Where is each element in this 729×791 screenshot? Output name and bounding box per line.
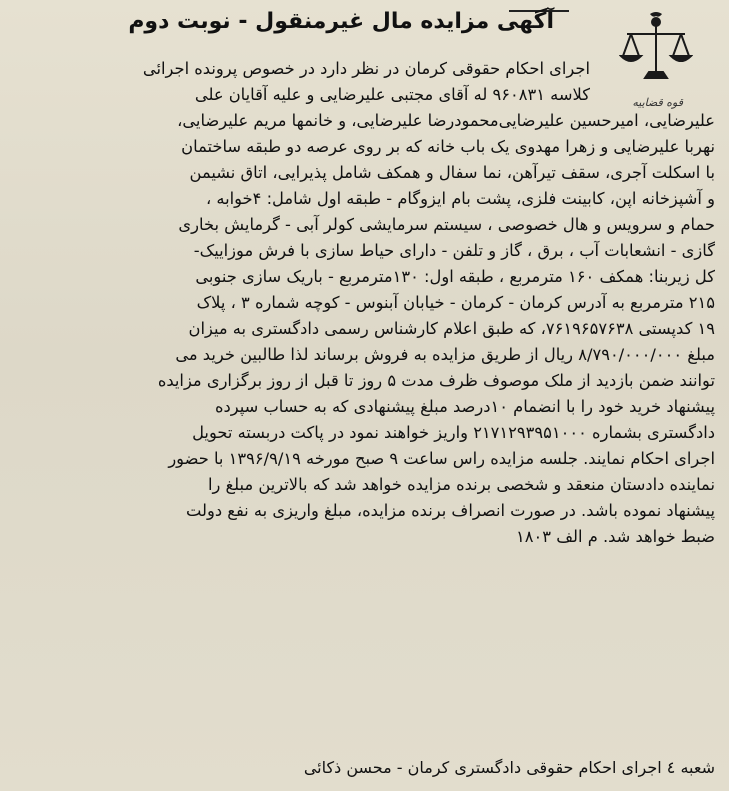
notice-title: آگهی مزایده مال غیرمنقول - نوبت دوم	[128, 9, 554, 34]
body-line: پیشنهاد خرید خود را با انضمام ۱۰درصد مبلغ پیشنهادی که به حساب سپرده	[214, 397, 715, 416]
body-line: ضبط خواهد شد. م الف ۱۸۰۳	[516, 527, 715, 546]
body-line: و آشپزخانه اپن، کابینت فلزی، پشت بام ایزوگام - طبقه اول شامل: ۴خوابه ،	[205, 189, 715, 208]
body-line: با اسکلت آجری، سقف تیرآهن، نما سفال و همکف شامل پذیرایی، اتاق نشیمن	[189, 163, 715, 182]
body-line: کلاسه ۹۶۰۸۳۱ له آقای مجتبی علیرضایی و علیه آقایان علی	[194, 85, 590, 104]
body-line: ۱۹ کدپستی ۷۶۱۹۶۵۷۶۳۸، که طبق اعلام کارشناس رسمی دادگستری به میزان	[188, 319, 715, 338]
body-line: حمام و سرویس و هال خصوصی ، سیستم سرمایشی کولر آبی - گرمایش بخاری	[178, 215, 715, 234]
body-line: پیشنهاد نموده باشد. در صورت انصراف برنده مزایده، مبلغ واریزی به نفع دولت	[186, 501, 715, 520]
body-line: اجرای احکام حقوقی کرمان در نظر دارد در خصوص پرونده اجرائی	[142, 59, 590, 78]
body-line: دادگستری بشماره ۲۱۷۱۲۹۳۹۵۱۰۰۰ واریز خواهند نمود در پاکت دربسته تحویل	[192, 423, 715, 442]
body-line: نماینده دادستان منعقد و شخصی برنده مزایده خواهد شد که بالاترین مبلغ را	[207, 475, 715, 494]
body-line: ۲۱۵ مترمربع به آدرس کرمان - کرمان - خیابان آبنوس - کوچه شماره ۳ ، پلاک	[196, 293, 715, 312]
body-line: علیرضایی، امیرحسین علیرضایی‌محمودرضا علیرضایی، و خانمها مریم علیرضایی،	[177, 111, 715, 130]
body-line: گازی - انشعابات آب ، برق ، گاز و تلفن - دارای حیاط سازی با فرش موزاییک-	[193, 241, 715, 260]
body-line: توانند ضمن بازدید از ملک موصوف ظرف مدت ۵ روز تا قبل از روز برگزاری مزایده	[157, 371, 715, 390]
body-line: نهربا علیرضایی و زهرا مهدوی یک باب خانه که بر روی عرصه دو طبقه ساختمان	[181, 137, 715, 156]
notice-signature: شعبه ٤ اجرای احکام حقوقی دادگستری کرمان - محسن ذکائی	[303, 758, 715, 777]
body-line: کل زیربنا: همکف ۱۶۰ مترمربع ، طبقه اول: ۱۳۰مترمربع - باریک سازی جنوبی	[195, 267, 715, 286]
notice-body	[14, 56, 715, 550]
emblem-caption: قوه قضاییه	[632, 96, 683, 109]
body-line: اجرای احکام نمایند. جلسه مزایده راس ساعت ۹ صبح مورخه ۱۳۹۶/۹/۱۹ با حضور	[168, 449, 715, 468]
body-line: مبلغ ۸/۷۹۰/۰۰۰/۰۰۰ ریال از طریق مزایده به فروش برساند لذا طالبین خرید می	[175, 345, 715, 364]
